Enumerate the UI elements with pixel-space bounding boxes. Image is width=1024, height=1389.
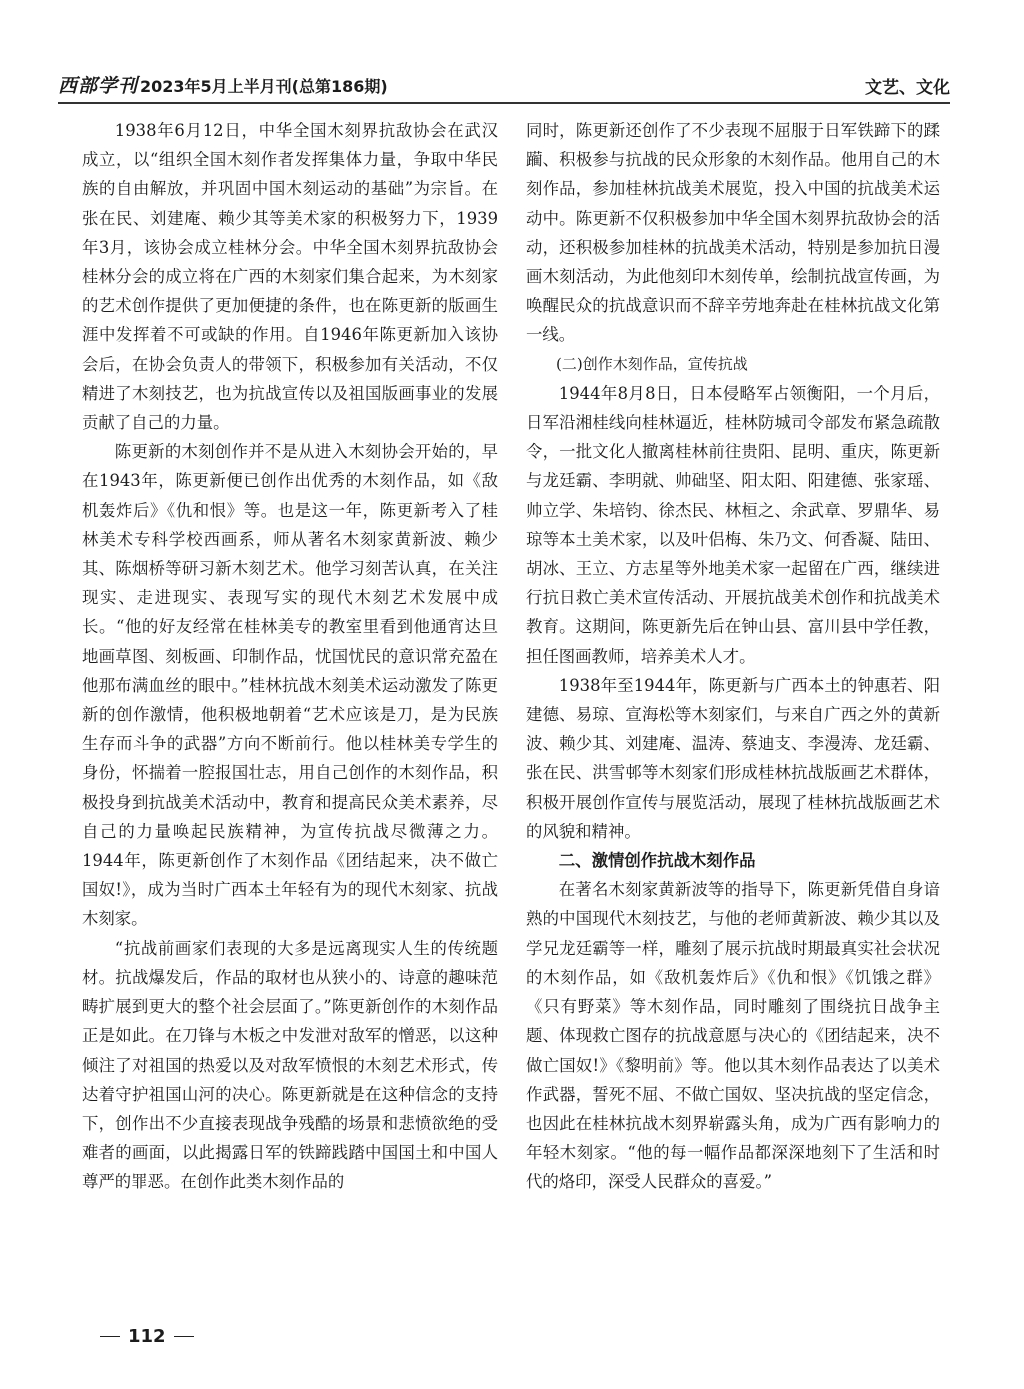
subsection-heading: (二)创作木刻作品，宣传抗战 [556, 354, 748, 373]
footer-dash [174, 1336, 194, 1337]
running-header [58, 68, 950, 104]
header-left [58, 71, 388, 102]
paragraph: 陈更新的木刻创作并不是从进入木刻协会开始的，早在1943年，陈更新便已创作出优秀的木刻作品，如《敌机轰炸后》《仇和恨》等。也是这一年，陈更新考入了桂林美术专科学校西画系，师从著名木刻家黄新波、赖少其、陈烟桥等研习新木刻艺术。他学习刻苦认真，在关注现实、走进现实、表现写实的现代木刻艺术发展中成长。“他的好友经常在桂林美专的教室里看到他通宵达旦地画草图、刻板画、印制作品，忧国忧民的意识常充盈在他那布满血丝的眼中。”桂林抗战木刻美术运动激发了陈更新的创作激情，他积极地朝着“艺术应该是刀，是为民族生存而斗争的武器”方向不断前行。他以桂林美专学生的身份，怀揣着一腔报国壮志，用自己创作的木刻作品，积极投身到抗战美术活动中，教育和提高民众美术素养，尽自己的力量唤起民族精神，为宣传抗战尽微薄之力。1944年，陈更新创作了木刻作品《团结起来，决不做亡国奴!》，成为当时广西本土年轻有为的现代木刻家、抗战木刻家。 [82, 442, 498, 929]
paragraph: 1944年8月8日，日本侵略军占领衡阳，一个月后，日军沿湘桂线向桂林逼近，桂林防城司令部发布紧急疏散令，一批文化人撤离桂林前往贵阳、昆明、重庆，陈更新与龙廷霸、李明就、帅础坚、阳太阳、阳建德、张家瑶、帅立学、朱培钧、徐杰民、林桓之、余武章、罗鼎华、易琼等本土美术家，以及叶侣梅、朱乃文、何香凝、陆田、胡冰、王立、方志星等外地美术家一起留在广西，继续进行抗日救亡美术宣传活动、开展抗战美术创作和抗战美术教育。这期间，陈更新先后在钟山县、富川县中学任教，担任图画教师，培养美术人才。 [526, 383, 940, 666]
paragraph: 在著名木刻家黄新波等的指导下，陈更新凭借自身谙熟的中国现代木刻技艺，与他的老师黄新波、赖少其以及学兄龙廷霸等一样，雕刻了展示抗战时期最真实社会状况的木刻作品，如《敌机轰炸后》《仇和恨》《饥饿之群》《只有野菜》等木刻作品，同时雕刻了围绕抗日战争主题、体现救亡图存的抗战意愿与决心的《团结起来，决不做亡国奴!》《黎明前》等。他以其木刻作品表达了以美术作武器，誓死不屈、不做亡国奴、坚决抗战的坚定信念，也因此在桂林抗战木刻界崭露头角，成为广西有影响力的年轻木刻家。“他的每一幅作品都深深地刻下了生活和时代的烙印，深受人民群众的喜爱。” [526, 880, 940, 1192]
right-column [526, 116, 940, 1197]
section-heading: 二、激情创作抗战木刻作品 [558, 851, 756, 871]
left-column [82, 116, 498, 1197]
paragraph-continued: 同时，陈更新还创作了不少表现不屈服于日军铁蹄下的蹂躏、积极参与抗战的民众形象的木刻作品。他用自己的木刻作品，参加桂林抗战美术展览，投入中国的抗战美术运动中。陈更新不仅积极参加中华全国木刻界抗敌协会的活动，还积极参加桂林的抗战美术活动，特别是参加抗日漫画木刻活动，为此他刻印木刻传单，绘制抗战宣传画，为唤醒民众的抗战意识而不辞辛劳地奔赴在桂林抗战文化第一线。 [526, 121, 940, 345]
footer-dash [100, 1336, 120, 1337]
paragraph: 1938年至1944年，陈更新与广西本土的钟惠若、阳建德、易琼、宣海松等木刻家们，与来自广西之外的黄新波、赖少其、刘建庵、温涛、蔡迪支、李漫涛、龙廷霸、张在民、洪雪邨等木刻家们形成桂林抗战版画艺术群体，积极开展创作宣传与展览活动，展现了桂林抗战版画艺术的风貌和精神。 [526, 675, 940, 841]
paragraph: “抗战前画家们表现的大多是远离现实人生的传统题材。抗战爆发后，作品的取材也从狭小的、诗意的趣味范畴扩展到更大的整个社会层面了。”陈更新创作的木刻作品正是如此。在刀锋与木板之中发泄对敌军的憎恶，以这种倾注了对祖国的热爱以及对敌军愤恨的木刻艺术形式，传达着守护祖国山河的决心。陈更新就是在这种信念的支持下，创作出不少直接表现战争残酷的场景和悲愤欲绝的受难者的画面，以此揭露日军的铁蹄践踏中国国土和中国人尊严的罪恶。在创作此类木刻作品的 [82, 938, 498, 1192]
section-label: 文艺、文化 [865, 78, 950, 98]
page-number: 112 [128, 1326, 166, 1347]
issue-info: 2023年5月上半月刊(总第186期) [140, 77, 388, 96]
page-footer [92, 1326, 202, 1347]
paragraph: 1938年6月12日，中华全国木刻界抗敌协会在武汉成立，以“组织全国木刻作者发挥集体力量，争取中华民族的自由解放，并巩固中国木刻运动的基础”为宗旨。在张在民、刘建庵、赖少其等美术家的积极努力下，1939年3月，该协会成立桂林分会。中华全国木刻界抗敌协会桂林分会的成立将在广西的木刻家们集合起来，为木刻家的艺术创作提供了更加便捷的条件，也在陈更新的版画生涯中发挥着不可或缺的作用。自1946年陈更新加入该协会后，在协会负责人的带领下，积极参加有关活动，不仅精进了木刻技艺，也为抗战宣传以及祖国版画事业的发展贡献了自己的力量。 [82, 121, 498, 433]
journal-logo: 西部学刊 [58, 75, 139, 97]
